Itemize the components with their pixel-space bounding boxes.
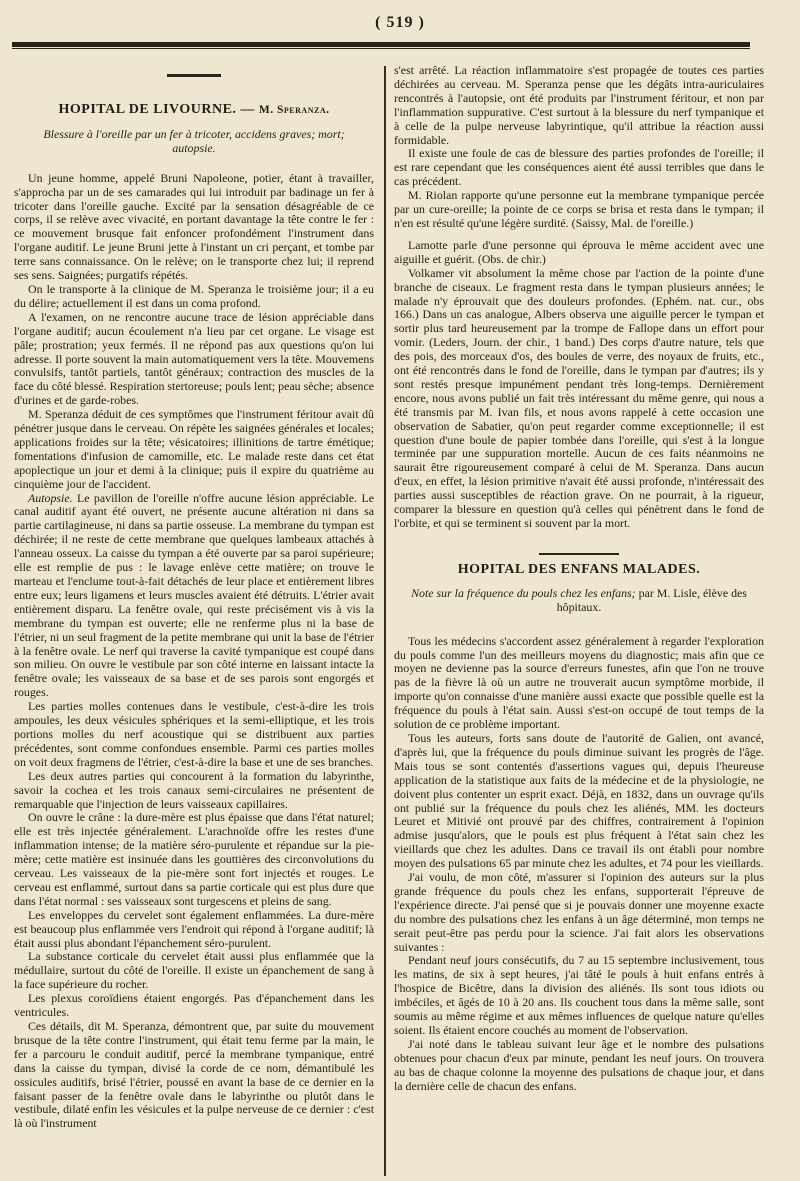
article2-subtitle: [394, 587, 764, 615]
article-author: M. Speranza.: [258, 104, 330, 116]
article-title: [14, 103, 374, 118]
paragraph: Lamotte parle d'une personne qui éprouva le même accident avec une aiguille et guérit. (Obs. de chir.): [394, 237, 764, 266]
paragraph-autopsie: [14, 492, 374, 701]
paragraph: Un jeune homme, appelé Bruni Napoleone, potier, étant à travailler, s'approcha par un de ses camarades qui lui introduit par badinage un fer à tricoter dans l'oreille gauche. Excité par la sensation désagréable de ce corps, il se relève avec vivacité, en portant davantage la tête contre le fer : ce mouvement brusque fait enfoncer profondément l'instrument dans l'organe auditif. Le jeune Bruni jette à l'instant un cri perçant, et tombe par terre sans connaissance. On le relève; on le transporte chez lui; il reprend ses sens. Saignées; purgatifs répétés.: [14, 170, 374, 283]
article2-title: HOPITAL DES ENFANS MALADES.: [457, 561, 701, 577]
paragraph: Ces détails, dit M. Speranza, démontrent que, par suite du mouvement brusque de la tête contre l'instrument, qui était tenu ferme par la main, le fer a parcouru le conduit auditif, percé la membrane tympanique, entré dans la caisse du tympan, divisé la corde de ce nom, démantibulé les ossicules auditifs, brisé l'étrier, poussé en avant la base de ce dernier en la faisant passer de la fenêtre ovale dans le labyrinthe ou plutôt dans le vestibule, dilaté enfin les vésicules et la pulpe nerveuse de ce dernier : c'est là où l'instrument: [14, 1019, 374, 1131]
article2-subtitle-rest: par M. Lisle, élève des hôpitaux.: [556, 585, 747, 614]
page-number: ( 519 ): [375, 14, 425, 31]
right-column: [394, 64, 764, 1094]
left-column: [14, 64, 374, 1131]
header-double-rule: [12, 42, 750, 47]
paragraph: s'est arrêté. La réaction inflammatoire s'est propagée de toutes ces parties déchirées au cerveau. M. Speranza pense que les dégâts intra-auriculaires rencontrés à l'autopsie, ont été produits par l'instrument féritour, et non par l'inflammation suppurative. C'est surtout à la blessure du nerf tympanique et à celle de la pulpe nerveuse labyrintique, qu'il attribue la réaction aussi formidable.: [394, 63, 764, 147]
paragraph: J'ai noté dans le tableau suivant leur âge et le nombre des pulsations obtenues pour chacun d'eux par minute, pendant les neuf jours. On trouvera au bas de chaque colonne la moyenne des pulsations de chaque jour, et dans la dernière celle de chacun des enfans.: [394, 1036, 764, 1093]
paragraph: Tous les auteurs, forts sans doute de l'autorité de Galien, ont avancé, d'après lui, que la fréquence du pouls diminue suivant les progrès de l'âge. Mais tous se sont contentés d'assertions vagues qui, depuis l'heureuse application de la statistique aux faits de la médecine et de la physiologie, ne doivent plus contenter un esprit exact. Déjà, en 1832, dans un ouvrage qu'ils ont publié sur la fréquence du pouls chez les aliénés, MM. les docteurs Leuret et Mitivié ont prouvé par des chiffres, contrairement à l'opinion admise jusqu'alors, que le pouls est plus fréquent à l'état sain chez les vieillards que chez les adultes. Dans ce travail ils ont établi pour nombre moyen des pulsations 65 par minute chez les adultes, et 74 pour les vieillards.: [394, 730, 764, 871]
paragraph: Les enveloppes du cervelet sont également enflammées. La dure-mère est beaucoup plus enflammée vers l'endroit qui répond à l'organe auditif; là était aussi plus abondant l'épanchement séro-purulent.: [14, 907, 374, 950]
autopsie-text: Le pavillon de l'oreille n'offre aucune lésion appréciable. Le canal auditif ayant été ouvert, ne présente aucune altération ni dans sa partie cartilagineuse, ni dans sa partie osseuse. La membrane du tympan est déchirée; il ne reste de cette membrane que quelques lambeaux attachés à l'anneau osseux. La caisse du tympan a été ouverte par sa paroi supérieure; elle est remplie de pus : le lavage enlève cette matière; on trouve le marteau et l'enclume tout-à-fait détachés de leur place et entièrement libres entre eux; leurs ligamens et leurs muscles avaient été détruits. L'étrier avait entièrement disparu. La fenêtre ovale, qui reste précisément vis à vis la membrane du tympan est ouverte; elle ne renferme plus ni la base de l'étrier, ni un seul fragment de la petite membrane qui unit la base de l'étrier à la fenêtre ovale. Le nerf qui traverse la cavité tympanique est coupé dans son milieu. On ouvre le vestibule par son côté interne en laissant intacte la fenêtre ovale; les vaisseaux de sa base et de ses parois sont engorgés et rouges.: [14, 490, 374, 700]
paragraph: M. Riolan rapporte qu'une personne eut la membrane tympanique percée par un cure-oreille; la pointe de ce corps se brisa et resta dans le tympan; il n'en est résulté qu'une légère surdité. (Saissy, Mal. de l'oreille.): [394, 188, 764, 230]
paragraph: On le transporte à la clinique de M. Speranza le troisième jour; il a eu du délire; actuellement il est dans un coma profond.: [14, 281, 374, 310]
paragraph: Les parties molles contenues dans le vestibule, c'est-à-dire les trois ampoules, les deux vésicules sphériques et la semi-elliptique, et les trois portions molles du nerf acoustique qui se distribuent aux parties précédentes, sont comme confondues ensemble. Parmi ces parties molles on voit deux fragmens de l'étrier, c'est-à-dire la base et une de ses branches.: [14, 699, 374, 769]
paragraph: M. Speranza déduit de ces symptômes que l'instrument féritour avait dû pénétrer jusque dans le cerveau. On répète les saignées générales et locales; applications froides sur la tête; vésicatoires; illinitions de tartre émétique; fomentations d'infusion de camomille, etc. Le malade reste dans cet état apoplectique un jour et demi à la clinique; puis il expire du quatrième au cinquième jour de l'accident.: [14, 407, 374, 491]
autopsie-lead: Autopsie.: [28, 490, 73, 505]
article-subtitle: Blessure à l'oreille par un fer à tricoter, accidens graves; mort; autopsie.: [43, 126, 345, 155]
paragraph: Il existe une foule de cas de blessure des parties profondes de l'oreille; il est rare cependant que les conséquences aient été aussi terribles que dans le cas précédent.: [394, 146, 764, 189]
paragraph: Pendant neuf jours consécutifs, du 7 au 15 septembre inclusivement, tous les matins, de six à sept heures, j'ai tâté le pouls à huit enfans entrés à l'hospice de Bicêtre, dans la division des aliénés. Ils sont tous idiots ou imbéciles, et âgés de 10 à 20 ans. Ils couchent tous dans la même salle, sont soumis au même régime et aux mêmes influences de quelque nature qu'elles soient. Ils étaient encore couchés au moment de l'observation.: [394, 953, 764, 1037]
paragraph: A l'examen, on ne rencontre aucune trace de lésion appréciable dans l'organe auditif; aucun écoulement n'a lieu par cet organe. Le visage est pâle; prostration; yeux fermés. Il ne répond pas aux questions qu'on lui adresse. Il porte souvent la main automatiquement vers la tête. Mouvemens convulsifs, tantôt partiels, tantôt généraux; contraction des muscles de la face du côté blessé. Respiration stertoreuse; pouls lent; peau sèche; absence d'urines et de garde-robes.: [14, 309, 374, 408]
paragraph: Les deux autres parties qui concourent à la formation du labyrinthe, savoir la cochea et les trois canaux semi-circulaires ne présentent de remarquable que l'injection de leurs vaisseaux capillaires.: [14, 768, 374, 811]
title-ornament-rule: [167, 74, 221, 77]
paragraph: Les plexus coroïdiens étaient engorgés. Pas d'épanchement dans les ventricules.: [14, 991, 374, 1020]
paragraph: J'ai voulu, de mon côté, m'assurer si l'opinion des auteurs sur la plus grande fréquence du pouls chez les enfans, supporterait l'épreuve de l'expérience directe. J'ai pensé que si je pouvais donner une moyenne exacte du nombre des pulsations chez les enfans à un âge déterminé, mon temps ne serait peut-être pas perdu pour la science. J'ai fait alors les observations suivantes :: [394, 870, 764, 954]
paragraph: Tous les médecins s'accordent assez généralement à regarder l'exploration du pouls comme l'un des meilleurs moyens du diagnostic; mais afin que ce moyen ne devienne pas la source d'erreurs funestes, afin que l'on ne trouve pas de la fièvre là où un autre ne trouverait aucun symptôme morbide, il importe qu'on connaisse d'une manière aussi exacte que possible quelle est la fréquence du pouls à l'état sain. Aussi s'est-on occupé de tout temps de la solution de ce problème important.: [394, 633, 764, 732]
article-title-text: HOPITAL DE LIVOURNE. —: [58, 102, 255, 117]
paragraph: La substance corticale du cervelet était aussi plus enflammée que la médullaire, surtout du côté de l'oreille. Il existe un épanchement de sang à la face supérieure du rocher.: [14, 949, 374, 992]
paragraph: On ouvre le crâne : la dure-mère est plus épaisse que dans l'état naturel; elle est très injectée généralement. L'arachnoïde offre les restes d'une inflammation intense; de la matière séro-purulente et répandue sur la pie-mère; cette matière est insinuée dans les gouttières des circonvolutions du cerveau. Les vaisseaux de la pie-mère sont fort injectés et rouges. Le cerveau est enflammé, surtout dans sa partie corticale qui est plus dure que dans l'état normal : ses vaisseaux sont turgescens et pleins de sang.: [14, 810, 374, 908]
section-divider-rule: [539, 553, 619, 555]
column-divider: [384, 66, 386, 1176]
paragraph: Volkamer vit absolument la même chose par l'action de la pointe d'une branche de ciseaux. Le fragment resta dans le tympan plusieurs années; le malade n'y éprouvait que des douleurs profondes. (Ephém. nat. cur., obs 166.) Dans un cas analogue, Albers observa une aiguille percer le tympan et sortir plus tard heureusement par la trompe de Fallope dans un effort pour vomir. (Leders, Journ. der chir., 1 band.) Des corps d'autre nature, tels que des pois, des morceaux d'os, des boules de verre, des noyaux de fruits, etc., ont été rencontrés dans le fond de l'oreille, dans le tympan par d'autres; ils y sont restés presque impunément pendant très long-temps. Dernièrement encore, nous avons publié un fait très intéressant du même genre, qui nous a été transmis par M. Ivan fils, et nous avons rappelé à cette occasion une observation de Sabatier, qu'on peut regarder comme exceptionnelle; il est question d'une boule de papier tombée dans l'oreille, qui s'est à la longue terminée par une suppuration mortelle. Aucun de ces faits néanmoins ne saurait être rigoureusement comparé à celui de M. Speranza. Dans aucun d'eux, en effet, la lésion primitive n'avait été aussi profonde, n'intéressait des parties aussi susceptibles de réaction grave. On ne pourrait, à la rigueur, comparer la blessure en question qu'à celles qui pénètrent dans le fond de l'orbite, et qui se terminent si souvent par la mort.: [394, 265, 764, 530]
article2-subtitle-italic: Note sur la fréquence du pouls chez les enfans;: [411, 585, 636, 600]
